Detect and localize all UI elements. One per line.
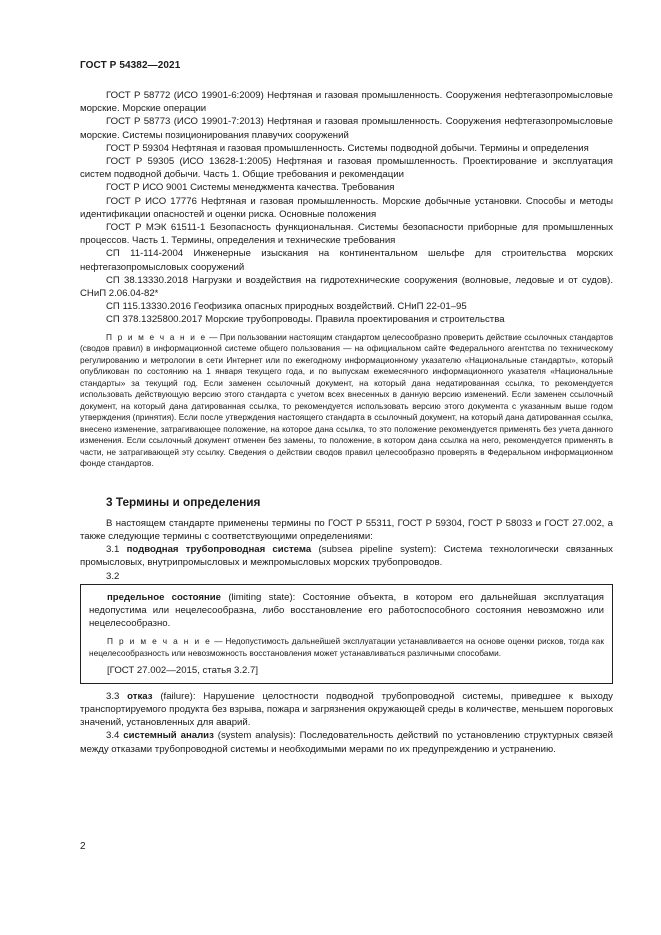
term-name: отказ xyxy=(127,690,153,702)
term-name: системный анализ xyxy=(123,730,214,742)
note-label: П р и м е ч а н и е xyxy=(107,636,212,647)
term-definition: (subsea pipeline system): Система технологически связанных промысловых, внутрипромысловых и межпромысловых морских трубопроводов. xyxy=(80,544,613,569)
reference-item: ГОСТ Р МЭК 61511-1 Безопасность функциональная. Системы безопасности приборные для промышленных процессов. Часть 1. Термины, определения и технические требования xyxy=(80,222,613,247)
reference-item: СП 38.13330.2018 Нагрузки и воздействия на гидротехнические сооружения (волновые, ледовые и от судов). СНиП 2.06.04-82* xyxy=(80,274,613,300)
term-number: 3.1 xyxy=(106,544,127,556)
note-text: — Недопустимость дальнейшей эксплуатации устанавливается на основе оценки рисков, тогда как нецелесообразность или невозможность восстановления может устанавливаться различными способами. xyxy=(89,636,604,658)
reference-item: СП 378.1325800.2017 Морские трубопроводы. Правила проектирования и строительства xyxy=(106,314,505,326)
term-3-2-source: [ГОСТ 27.002—2015, статья 3.2.7] xyxy=(107,665,258,677)
term-definition: (system analysis): Последовательность действий по установлению структурных связей между отказами трубопроводной системы и необходимыми мерами по их предупреждению и устранению. xyxy=(80,730,613,755)
term-number: 3.3 xyxy=(106,690,128,702)
references-note xyxy=(80,332,613,470)
term-3-1 xyxy=(80,543,613,569)
term-name: подводная трубопроводная система xyxy=(126,544,312,556)
normative-references-list xyxy=(80,89,613,327)
reference-item: СП 115.13330.2016 Геофизика опасных природных воздействий. СНиП 22-01–95 xyxy=(106,301,467,313)
term-number: 3.4 xyxy=(106,730,124,742)
term-name: предельное состояние xyxy=(107,591,222,603)
reference-item: ГОСТ Р ИСО 9001 Системы менеджмента качества. Требования xyxy=(106,182,395,194)
reference-item: ГОСТ Р 58773 (ИСО 19901-7:2013) Нефтяная и газовая промышленность. Сооружения нефтегазопромысловые морские. Системы позиционирования плавучих сооружений xyxy=(80,116,613,141)
section-title: 3 Термины и определения xyxy=(106,494,261,509)
reference-item: СП 11-114-2004 Инженерные изыскания на континентальном шельфе для строительства морских нефтегазопромысловых сооружений xyxy=(80,248,613,273)
reference-item: ГОСТ Р 59305 (ИСО 13628-1:2005) Нефтяная и газовая промышленность. Проектирование и эксплуатация систем подводной добычи. Часть 1. Общие требования и рекомендации xyxy=(80,156,613,181)
note-label: П р и м е ч а н и е xyxy=(106,331,207,342)
term-3-2-number: 3.2 xyxy=(106,570,120,582)
note-text: — При пользовании настоящим стандартом целесообразно проверить действие ссылочных стандартов (сводов правил) в информационной системе общего пользования — на официальном сайте Федерального агентства по техническому регулированию и метрологии в сети Интернет или по ежегодному информационному указателю «Национальные стандарты», который опубликован по состоянию на 1 января текущего года, и по выпускам ежемесячного информационного указателя «Национальные стандарты» за текущий год. Если заменен ссылочный документ, на который дана недатированная ссылка, то рекомендуется использовать действующую версию этого стандарта с учетом всех внесенных в данную версию изменений. Если заменен ссылочный документ, на который дана датированная ссылка, то рекомендуется использовать версию этого документа с указанным выше годом утверждения (принятия). Если после утверждения настоящего стандарта в ссылочный документ, на который дана датированная ссылка, внесено изменение, затрагивающее положение, на которое дана ссылка, то это положение рекомендуется применять без учета данного изменения. Если ссылочный документ отменен без замены, то положение, в котором дана ссылка на него, рекомендуется применять в части, не затрагивающей эту ссылку. Сведения о действии сводов правил целесообразно проверять в Федеральном информационном фонде стандартов. xyxy=(80,331,613,469)
page-number: 2 xyxy=(80,841,86,852)
term-3-2-frame xyxy=(80,584,613,684)
term-3-3 xyxy=(80,690,613,730)
term-definition: (failure): Нарушение целостности подводной трубопроводной системы, приведшее к выходу транспортируемого продукта без взрыва, пожара и загрязнения окружающей среды в количестве, меньшем пороговых значений, установленных для аварий. xyxy=(80,690,613,729)
document-header-code: ГОСТ Р 54382—2021 xyxy=(80,60,181,71)
reference-item: ГОСТ Р 58772 (ИСО 19901-6:2009) Нефтяная и газовая промышленность. Сооружения нефтегазопромысловые морские. Морские операции xyxy=(80,90,613,115)
term-3-2 xyxy=(89,591,604,631)
reference-item: ГОСТ Р 59304 Нефтяная и газовая промышленность. Системы подводной добычи. Термины и определения xyxy=(106,142,589,154)
document-body xyxy=(80,89,613,756)
term-3-2-note xyxy=(89,636,604,659)
term-3-4 xyxy=(80,729,613,755)
section-intro: В настоящем стандарте применены термины по ГОСТ Р 55311, ГОСТ Р 59304, ГОСТ Р 58033 и ГОСТ 27.002, а также следующие термины с соответствующими определениями: xyxy=(80,517,613,543)
reference-item: ГОСТ Р ИСО 17776 Нефтяная и газовая промышленность. Морские добычные установки. Способы и методы идентификации опасностей и оценки риска. Основные положения xyxy=(80,195,613,220)
term-definition: (limiting state): Состояние объекта, в котором его дальнейшая эксплуатация недопустима или нецелесообразна, либо восстановление его работоспособного состояния невозможно или нецелесообразно. xyxy=(89,591,605,630)
